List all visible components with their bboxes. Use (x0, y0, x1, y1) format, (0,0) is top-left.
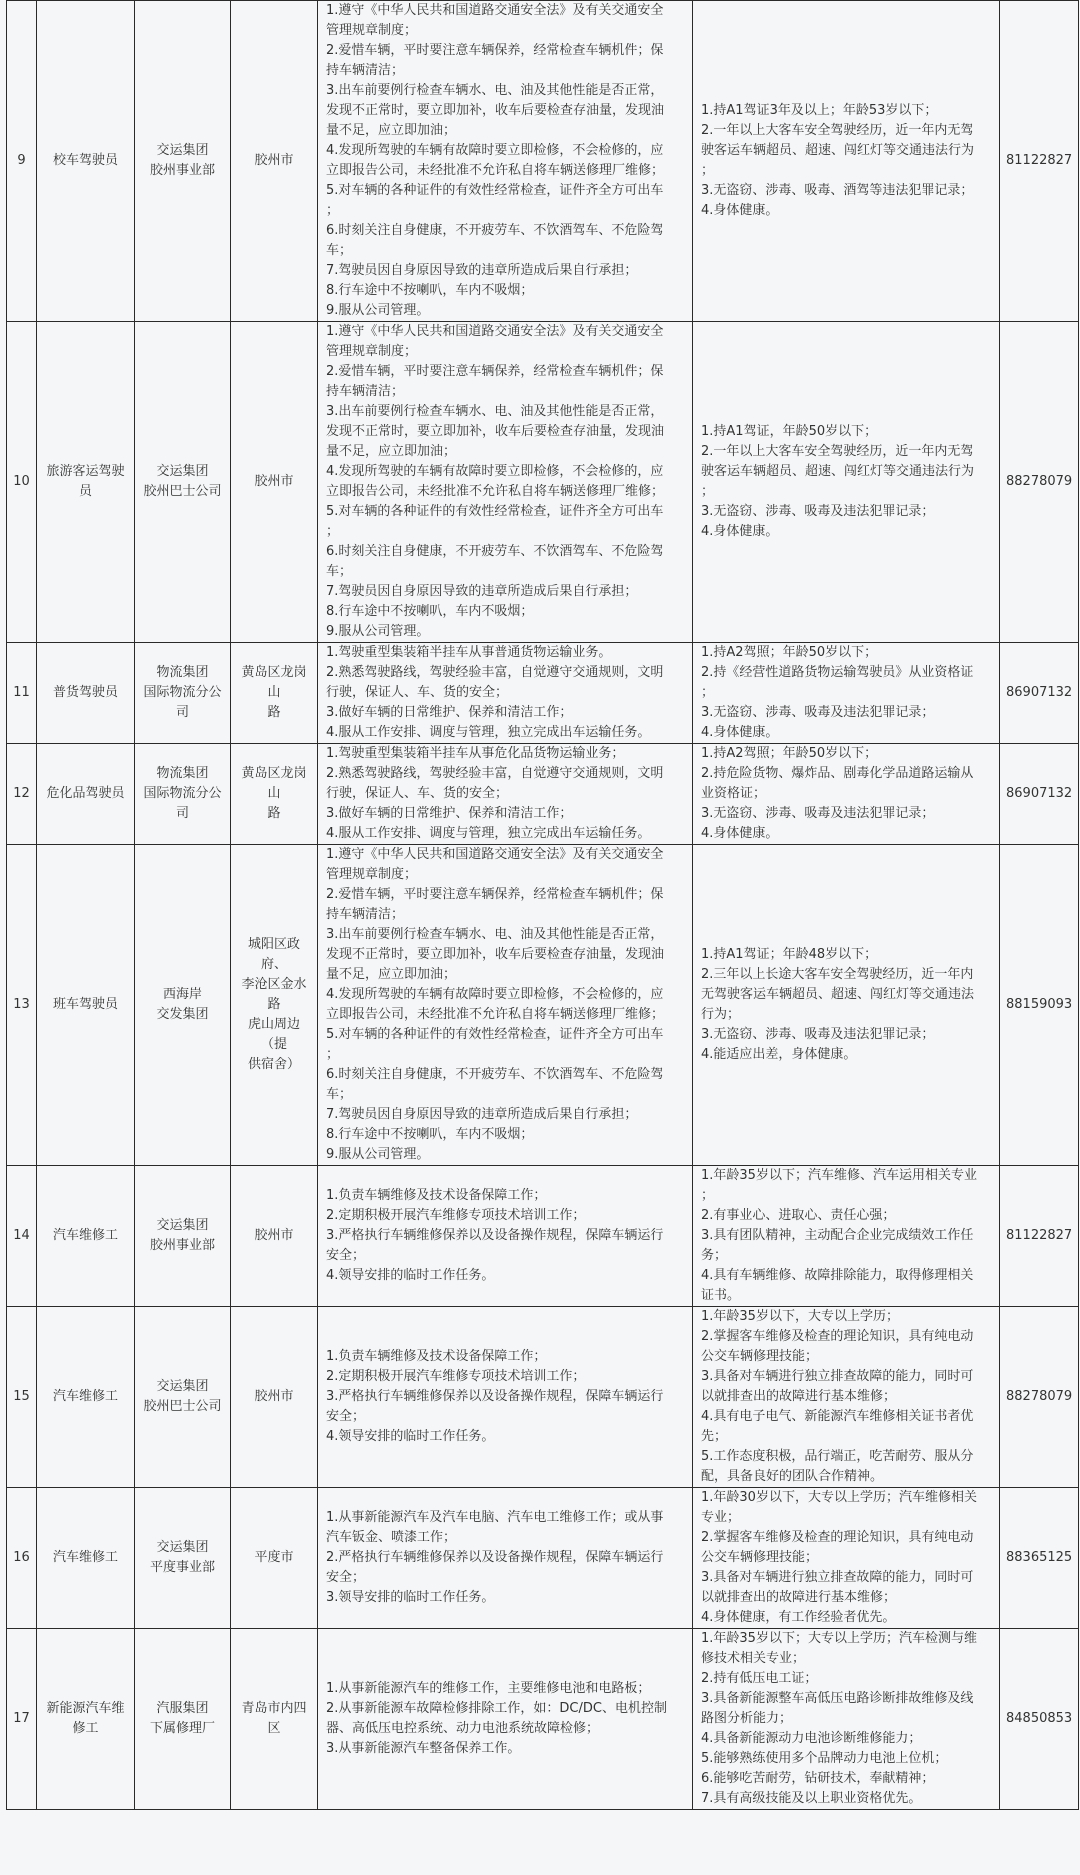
job-requirements: 1.年龄35岁以下；大专以上学历；汽车检测与维 修技术相关专业； 2.持有低压电工证； 3.具备新能源整车高低压电路诊断排故维修及线 路图分析能力； 4.具备新能源动力电池诊断维修能力； 5.能够熟练使用多个品牌动力电池上位机； 6.能够吃苦耐劳，钻研技术，奉献精神； 7.具有高级技能及以上职业资格优先。 (701, 1631, 977, 1806)
row-number: 13 (13, 997, 30, 1012)
position-name-cell (37, 1307, 135, 1488)
job-duties-cell (318, 1488, 693, 1629)
contact-phone-cell (1000, 1629, 1079, 1810)
position-name-cell (37, 744, 135, 845)
position-name-cell (37, 643, 135, 744)
job-requirements: 1.持A1驾证3年及以上；年龄53岁以下； 2.一年以上大客车安全驾驶经历，近一年内无驾 驶客运车辆超员、超速、闯红灯等交通违法行为 ； 3.无盗窃、涉毒、吸毒、酒驾等违法犯罪记录； 4.身体健康。 (701, 103, 975, 218)
work-location: 胶州市 (254, 1228, 294, 1243)
work-location: 城阳区政府、 李沧区金水路 虎山周边（提 供宿舍） (241, 937, 307, 1072)
work-location-cell (231, 744, 318, 845)
position-name: 新能源汽车维 修工 (46, 1701, 125, 1736)
job-duties: 1.遵守《中华人民共和国道路交通安全法》及有关交通安全 管理规章制度； 2.爱惜车辆，平时要注意车辆保养，经常检查车辆机件；保 持车辆清洁； 3.出车前要例行检查车辆水、电、油及其他性能是否正常， 发现不正常时，要立即加补，收车后要检查存油量，发现油 量不足，应立即加油； 4.发现所驾驶的车辆有故障时要立即检修，不会检修的，应 立即报告公司，未经批准不允许私自将车辆送修理厂维修； 5.对车辆的各种证件的有效性经常检查，证件齐全方可出车 ； 6.时刻关注自身健康，不开疲劳车、不饮酒驾车、不危险驾 车； 7.驾驶员因自身原因导致的违章所造成后果自行承担； 8.行车途中不按喇叭，车内不吸烟； 9.服从公司管理。 (326, 847, 665, 1162)
row-number-cell (7, 1488, 37, 1629)
table-row (7, 1307, 1079, 1488)
table-row (7, 1, 1079, 322)
table-row (7, 845, 1079, 1166)
contact-phone-cell (1000, 322, 1079, 643)
job-requirements-cell (693, 1, 1000, 322)
job-duties-cell (318, 845, 693, 1166)
position-name: 汽车维修工 (52, 1550, 118, 1565)
work-location-cell (231, 643, 318, 744)
hiring-unit-cell (135, 1307, 231, 1488)
work-location-cell (231, 1, 318, 322)
position-name: 校车驾驶员 (52, 153, 118, 168)
hiring-unit-cell (135, 322, 231, 643)
job-requirements-cell (693, 1629, 1000, 1810)
hiring-unit: 交运集团 胶州巴士公司 (143, 464, 222, 499)
job-requirements-cell (693, 1166, 1000, 1307)
job-duties-cell (318, 322, 693, 643)
row-number: 12 (13, 786, 30, 801)
job-requirements: 1.年龄35岁以下，大专以上学历； 2.掌握客车维修及检查的理论知识，具有纯电动 公交车辆修理技能； 3.具备对车辆进行独立排查故障的能力，同时可 以就排查出的故障进行基本维修； 4.具有电子电气、新能源汽车维修相关证书者优 先； 5.工作态度积极，品行端正，吃苦耐劳、服从分 配，具备良好的团队合作精神。 (701, 1309, 974, 1484)
row-number-cell (7, 322, 37, 643)
job-requirements-cell (693, 744, 1000, 845)
row-number: 16 (13, 1550, 30, 1565)
job-requirements-cell (693, 845, 1000, 1166)
work-location: 青岛市内四区 (241, 1701, 307, 1736)
job-requirements-cell (693, 1307, 1000, 1488)
position-name: 旅游客运驾驶 员 (46, 464, 125, 499)
row-number-cell (7, 845, 37, 1166)
row-number-cell (7, 1, 37, 322)
job-duties: 1.遵守《中华人民共和国道路交通安全法》及有关交通安全 管理规章制度； 2.爱惜车辆，平时要注意车辆保养，经常检查车辆机件；保 持车辆清洁； 3.出车前要例行检查车辆水、电、油及其他性能是否正常， 发现不正常时，要立即加补，收车后要检查存油量，发现油 量不足，应立即加油； 4.发现所驾驶的车辆有故障时要立即检修，不会检修的，应 立即报告公司，未经批准不允许私自将车辆送修理厂维修； 5.对车辆的各种证件的有效性经常检查，证件齐全方可出车 ； 6.时刻关注自身健康，不开疲劳车、不饮酒驾车、不危险驾 车； 7.驾驶员因自身原因导致的违章所造成后果自行承担； 8.行车途中不按喇叭，车内不吸烟； 9.服从公司管理。 (326, 324, 665, 639)
row-number: 10 (13, 474, 30, 489)
job-duties-cell (318, 643, 693, 744)
contact-phone-cell (1000, 744, 1079, 845)
job-duties-cell (318, 1629, 693, 1810)
contact-phone: 81122827 (1006, 153, 1073, 168)
position-name: 普货驾驶员 (52, 685, 118, 700)
work-location-cell (231, 1488, 318, 1629)
contact-phone: 88278079 (1006, 1389, 1073, 1404)
row-number-cell (7, 1629, 37, 1810)
job-requirements: 1.持A1驾证；年龄48岁以下； 2.三年以上长途大客车安全驾驶经历，近一年内 无驾驶客运车辆超员、超速、闯红灯等交通违法 行为； 3.无盗窃、涉毒、吸毒及违法犯罪记录； 4.能适应出差，身体健康。 (701, 947, 975, 1062)
job-duties-cell (318, 744, 693, 845)
position-name-cell (37, 845, 135, 1166)
contact-phone: 88365125 (1006, 1550, 1073, 1565)
job-requirements-cell (693, 1488, 1000, 1629)
job-requirements-cell (693, 322, 1000, 643)
contact-phone: 84850853 (1006, 1711, 1073, 1726)
work-location: 胶州市 (254, 1389, 294, 1404)
job-duties: 1.负责车辆维修及技术设备保障工作； 2.定期积极开展汽车维修专项技术培训工作； 3.严格执行车辆维修保养以及设备操作规程，保障车辆运行 安全； 4.领导安排的临时工作任务。 (326, 1188, 664, 1283)
contact-phone: 81122827 (1006, 1228, 1073, 1243)
job-duties-cell (318, 1166, 693, 1307)
job-requirements: 1.年龄35岁以下；汽车维修、汽车运用相关专业 ； 2.有事业心、进取心、责任心强； 3.具有团队精神，主动配合企业完成绩效工作任 务； 4.具有车辆维修、故障排除能力，取得修理相关 证书。 (701, 1168, 977, 1303)
work-location-cell (231, 1166, 318, 1307)
position-name-cell (37, 1629, 135, 1810)
work-location-cell (231, 322, 318, 643)
row-number: 17 (13, 1711, 30, 1726)
table-row (7, 322, 1079, 643)
job-table (6, 0, 1079, 1810)
work-location-cell (231, 1629, 318, 1810)
hiring-unit-cell (135, 1166, 231, 1307)
hiring-unit: 交运集团 胶州事业部 (149, 143, 215, 178)
work-location-cell (231, 1307, 318, 1488)
row-number-cell (7, 643, 37, 744)
contact-phone-cell (1000, 1488, 1079, 1629)
contact-phone-cell (1000, 1166, 1079, 1307)
table-row (7, 744, 1079, 845)
position-name-cell (37, 322, 135, 643)
contact-phone-cell (1000, 1, 1079, 322)
row-number: 15 (13, 1389, 30, 1404)
hiring-unit: 西海岸 交发集团 (156, 987, 209, 1022)
contact-phone: 88278079 (1006, 474, 1073, 489)
position-name: 汽车维修工 (52, 1389, 118, 1404)
table-row (7, 1488, 1079, 1629)
hiring-unit-cell (135, 643, 231, 744)
hiring-unit: 交运集团 胶州巴士公司 (143, 1379, 222, 1414)
row-number-cell (7, 1307, 37, 1488)
work-location: 黄岛区龙岗山 路 (241, 766, 307, 821)
job-duties-cell (318, 1307, 693, 1488)
job-requirements: 1.年龄30岁以下，大专以上学历；汽车维修相关 专业； 2.掌握客车维修及检查的理论知识，具有纯电动 公交车辆修理技能； 3.具备对车辆进行独立排查故障的能力，同时可 以就排查出的故障进行基本维修； 4.身体健康，有工作经验者优先。 (701, 1490, 977, 1625)
work-location: 平度市 (254, 1550, 294, 1565)
hiring-unit-cell (135, 1488, 231, 1629)
job-duties: 1.遵守《中华人民共和国道路交通安全法》及有关交通安全 管理规章制度； 2.爱惜车辆，平时要注意车辆保养，经常检查车辆机件；保 持车辆清洁； 3.出车前要例行检查车辆水、电、油及其他性能是否正常， 发现不正常时，要立即加补，收车后要检查存油量，发现油 量不足，应立即加油； 4.发现所驾驶的车辆有故障时要立即检修，不会检修的，应 立即报告公司，未经批准不允许私自将车辆送修理厂维修； 5.对车辆的各种证件的有效性经常检查，证件齐全方可出车 ； 6.时刻关注自身健康，不开疲劳车、不饮酒驾车、不危险驾 车； 7.驾驶员因自身原因导致的违章所造成后果自行承担； 8.行车途中不按喇叭，车内不吸烟； 9.服从公司管理。 (326, 3, 665, 318)
hiring-unit: 交运集团 平度事业部 (149, 1540, 215, 1575)
hiring-unit: 物流集团 国际物流分公 司 (143, 766, 222, 821)
job-duties: 1.从事新能源汽车的维修工作，主要维修电池和电路板； 2.从事新能源车故障检修排除工作，如：DC/DC、电机控制 器、高低压电控系统、动力电池系统故障检修； 3.从事新能源汽车整备保养工作。 (326, 1681, 667, 1756)
job-duties: 1.负责车辆维修及技术设备保障工作； 2.定期积极开展汽车维修专项技术培训工作； 3.严格执行车辆维修保养以及设备操作规程，保障车辆运行 安全； 4.领导安排的临时工作任务。 (326, 1349, 664, 1444)
contact-phone-cell (1000, 643, 1079, 744)
position-name-cell (37, 1166, 135, 1307)
row-number-cell (7, 744, 37, 845)
work-location: 黄岛区龙岗山 路 (241, 665, 307, 720)
work-location: 胶州市 (254, 153, 294, 168)
hiring-unit-cell (135, 1, 231, 322)
contact-phone: 86907132 (1006, 685, 1073, 700)
contact-phone: 88159093 (1006, 997, 1073, 1012)
contact-phone-cell (1000, 1307, 1079, 1488)
row-number: 11 (13, 685, 30, 700)
job-requirements: 1.持A2驾照；年龄50岁以下； 2.持危险货物、爆炸品、剧毒化学品道路运输从 业资格证； 3.无盗窃、涉毒、吸毒及违法犯罪记录； 4.身体健康。 (701, 746, 974, 841)
row-number: 9 (17, 153, 26, 168)
job-duties: 1.驾驶重型集装箱半挂车从事危化品货物运输业务； 2.熟悉驾驶路线，驾驶经验丰富，自觉遵守交通规则，文明 行驶，保证人、车、货的安全； 3.做好车辆的日常维护、保养和清洁工作； 4.服从工作安排、调度与管理，独立完成出车运输任务。 (326, 746, 664, 841)
job-duties-cell (318, 1, 693, 322)
job-duties: 1.驾驶重型集装箱半挂车从事普通货物运输业务。 2.熟悉驾驶路线，驾驶经验丰富，自觉遵守交通规则，文明 行驶，保证人、车、货的安全； 3.做好车辆的日常维护、保养和清洁工作； 4.服从工作安排、调度与管理，独立完成出车运输任务。 (326, 645, 664, 740)
position-name: 班车驾驶员 (52, 997, 118, 1012)
position-name-cell (37, 1488, 135, 1629)
position-name: 危化品驾驶员 (46, 786, 125, 801)
contact-phone-cell (1000, 845, 1079, 1166)
hiring-unit: 汽服集团 下属修理厂 (149, 1701, 215, 1736)
hiring-unit-cell (135, 845, 231, 1166)
position-name-cell (37, 1, 135, 322)
job-duties: 1.从事新能源汽车及汽车电脑、汽车电工维修工作；或从事 汽车钣金、喷漆工作； 2.严格执行车辆维修保养以及设备操作规程，保障车辆运行 安全； 3.领导安排的临时工作任务。 (326, 1510, 664, 1605)
hiring-unit: 交运集团 胶州事业部 (149, 1218, 215, 1253)
table-row (7, 1166, 1079, 1307)
hiring-unit-cell (135, 1629, 231, 1810)
job-requirements: 1.持A2驾照；年龄50岁以下； 2.持《经营性道路货物运输驾驶员》从业资格证 ； 3.无盗窃、涉毒、吸毒及违法犯罪记录； 4.身体健康。 (701, 645, 974, 740)
table-row (7, 643, 1079, 744)
position-name: 汽车维修工 (52, 1228, 118, 1243)
job-requirements: 1.持A1驾证，年龄50岁以下； 2.一年以上大客车安全驾驶经历，近一年内无驾 驶客运车辆超员、超速、闯红灯等交通违法行为 ； 3.无盗窃、涉毒、吸毒及违法犯罪记录； 4.身体健康。 (701, 424, 975, 539)
hiring-unit: 物流集团 国际物流分公 司 (143, 665, 222, 720)
row-number-cell (7, 1166, 37, 1307)
row-number: 14 (13, 1228, 30, 1243)
hiring-unit-cell (135, 744, 231, 845)
table-row (7, 1629, 1079, 1810)
work-location-cell (231, 845, 318, 1166)
work-location: 胶州市 (254, 474, 294, 489)
contact-phone: 86907132 (1006, 786, 1073, 801)
job-requirements-cell (693, 643, 1000, 744)
